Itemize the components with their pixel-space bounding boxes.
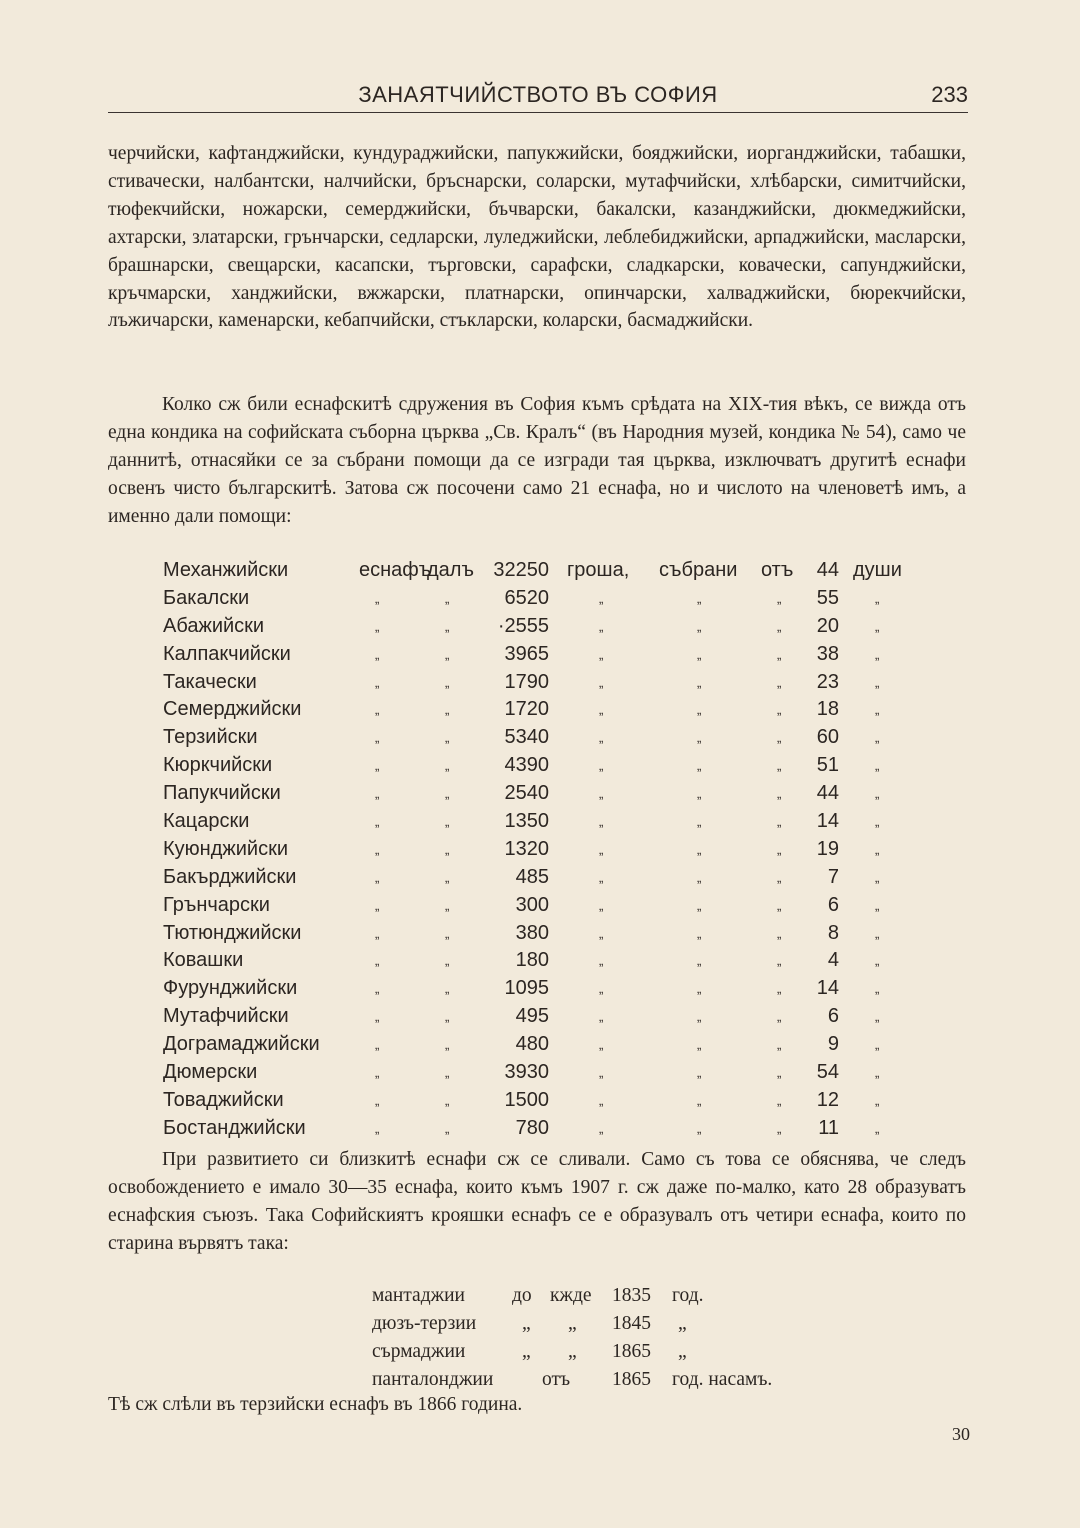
table-row (163, 557, 923, 585)
ditto-mark: „ (375, 1009, 380, 1025)
paragraph-guild-merging: При развитието си близкитѣ еснафи сж се сливали. Само съ това се обяснява, че следъ освобождението е имало 30—35 еснафа, които къмъ 1907 г. сж даже по-малко, като 28 образуватъ еснафския съюзъ. Така Софийскиятъ крояшки еснафъ се е образувалъ отъ четири еснафа, които по старина вървятъ така: (108, 1149, 966, 1254)
donation-amount: 1500 (504, 1088, 549, 1111)
donation-amount: 2540 (504, 782, 549, 805)
page-number: 233 (931, 82, 968, 107)
ditto-mark: „ (599, 702, 604, 718)
member-count: 20 (816, 614, 839, 637)
member-count: 19 (816, 837, 839, 860)
donation-amount: 5340 (504, 726, 549, 749)
table-row (163, 892, 923, 920)
member-count: 9 (827, 1033, 839, 1056)
ditto-mark: „ (777, 1009, 782, 1025)
running-header (108, 82, 968, 113)
ditto-mark: „ (777, 1092, 782, 1108)
ditto-mark: „ (697, 758, 702, 774)
ditto-mark: „ (777, 1065, 782, 1081)
ditto-mark: „ (375, 674, 380, 690)
guild-name: Куюнджийски (163, 837, 289, 860)
member-count: 4 (827, 949, 839, 972)
ditto-mark: „ (777, 925, 782, 941)
ditto-mark: „ (599, 841, 604, 857)
guild-name: Семерджийски (163, 698, 302, 721)
ditto-mark: „ (875, 1009, 880, 1025)
table-row (163, 696, 923, 724)
ditto-mark: „ (445, 1065, 450, 1081)
ditto-mark: „ (599, 1065, 604, 1081)
table-row (163, 1115, 923, 1143)
donation-amount: 32250 (493, 559, 549, 581)
ditto-mark: „ (375, 618, 380, 634)
ditto-mark: „ (568, 1340, 577, 1362)
ditto-mark: „ (777, 590, 782, 606)
ditto-mark: „ (697, 646, 702, 662)
guild-name: Дюмерски (163, 1061, 258, 1084)
ditto-mark: „ (599, 758, 604, 774)
guild-name: Грънчарски (163, 893, 270, 916)
ditto-mark: „ (697, 841, 702, 857)
ditto-mark: „ (777, 786, 782, 802)
ditto-mark: „ (777, 730, 782, 746)
ditto-mark: „ (445, 1120, 450, 1136)
ditto-mark: „ (678, 1340, 687, 1362)
word-from: отъ (542, 1368, 571, 1390)
ditto-mark: „ (599, 1120, 604, 1136)
guild-name: Тютюнджийски (163, 921, 302, 944)
word-when: кжде (550, 1285, 592, 1306)
table-row (163, 613, 923, 641)
year-suffix: год. насамъ. (672, 1368, 773, 1390)
ditto-mark: „ (697, 981, 702, 997)
donation-amount: ·2555 (497, 614, 549, 637)
ditto-mark: „ (697, 590, 702, 606)
list-item (372, 1366, 832, 1394)
ditto-mark: „ (375, 841, 380, 857)
year-suffix: год. (672, 1285, 704, 1306)
word-collected: събрани (659, 559, 738, 581)
ditto-mark: „ (777, 646, 782, 662)
ditto-mark: „ (777, 897, 782, 913)
member-count: 23 (816, 670, 839, 693)
guild-name: Кацарски (163, 810, 250, 833)
ditto-mark: „ (875, 1120, 880, 1136)
ditto-mark: „ (697, 814, 702, 830)
donation-amount: 300 (515, 893, 549, 916)
ditto-mark: „ (522, 1340, 531, 1362)
ditto-mark: „ (777, 702, 782, 718)
member-count: 38 (816, 642, 839, 665)
ditto-mark: „ (697, 897, 702, 913)
table-row (163, 780, 923, 808)
table-body (163, 585, 923, 1143)
signature-number: 30 (952, 1424, 970, 1444)
guild-name: Механжийски (163, 559, 289, 581)
guild-year: 1835 (612, 1285, 651, 1306)
table-row (163, 641, 923, 669)
ditto-mark: „ (875, 1065, 880, 1081)
donation-amount: 1350 (504, 810, 549, 833)
ditto-mark: „ (697, 786, 702, 802)
guild-name: сърмаджии (372, 1340, 466, 1362)
ditto-mark: „ (697, 925, 702, 941)
ditto-mark: „ (445, 1009, 450, 1025)
guild-year: 1865 (612, 1368, 651, 1390)
member-count: 55 (816, 586, 839, 609)
ditto-mark: „ (522, 1312, 531, 1334)
donation-amount: 1320 (504, 837, 549, 860)
ditto-mark: „ (875, 953, 880, 969)
guild-year: 1865 (612, 1340, 651, 1362)
paragraph-conclusion: Тѣ сж слѣли въ терзийски еснафъ въ 1866 година. (108, 1394, 523, 1415)
ditto-mark: „ (875, 786, 880, 802)
ditto-mark: „ (375, 1092, 380, 1108)
ditto-mark: „ (875, 981, 880, 997)
paragraph-guild-names: черчийски, кафтанджийски, кундураджийски, папукжийски, бояджийски, иорганджийски, табашки, стивачески, налбантски, налчийски, бръснарски, соларски, мутафчийски, хлѣбарски, симитчийски, тюфекчийски, ножарски, семерджийски, бъчварски, бакалски, казанджийски, дюкмеджийски, ахтарски, златарски, грънчарски, седларски, луледжийски, леблебиджийски, арпаджийски, масларски, брашнарски, свещарски, касапски, търговски, сарафски, сладкарски, ковачески, сапунджийски, кръчмарски, ханджийски, вжжарски, платнарски, опинчарски, халваджийски, бюрекчийски, лъжичарски, каменарски, кебапчийски, стъкларски, коларски, басмаджийски. (108, 143, 966, 332)
ditto-mark: „ (875, 618, 880, 634)
ditto-mark: „ (875, 646, 880, 662)
ditto-mark: „ (599, 897, 604, 913)
header-title: ЗАНАЯТЧИЙСТВОТО ВЪ СОФИЯ (358, 82, 718, 107)
ditto-mark: „ (777, 814, 782, 830)
donation-amount: 780 (515, 1116, 549, 1139)
ditto-mark: „ (599, 1092, 604, 1108)
ditto-mark: „ (375, 814, 380, 830)
ditto-mark: „ (599, 618, 604, 634)
member-count: 54 (816, 1061, 839, 1084)
ditto-mark: „ (697, 674, 702, 690)
ditto-mark: „ (875, 590, 880, 606)
member-count: 18 (816, 698, 839, 721)
ditto-mark: „ (875, 841, 880, 857)
ditto-mark: „ (375, 1037, 380, 1053)
table-row (163, 836, 923, 864)
ditto-mark: „ (875, 897, 880, 913)
guild-name: Бакалски (163, 586, 250, 609)
ditto-mark: „ (599, 786, 604, 802)
table-row (163, 1003, 923, 1031)
member-count: 44 (816, 782, 839, 805)
donation-amount: 380 (515, 921, 549, 944)
ditto-mark: „ (445, 1092, 450, 1108)
list-item (372, 1338, 832, 1366)
ditto-mark: „ (875, 814, 880, 830)
table-row (163, 724, 923, 752)
ditto-mark: „ (777, 869, 782, 885)
guild-name: Бакърджийски (163, 865, 297, 888)
ditto-mark: „ (697, 1120, 702, 1136)
ditto-mark: „ (375, 981, 380, 997)
table-row (163, 752, 923, 780)
member-count: 6 (827, 893, 839, 916)
ditto-mark: „ (375, 925, 380, 941)
ditto-mark: „ (697, 953, 702, 969)
ditto-mark: „ (599, 1037, 604, 1053)
donation-amount: 1790 (504, 670, 549, 693)
word-grosha: гроша, (567, 559, 630, 581)
ditto-mark: „ (697, 869, 702, 885)
ditto-mark: „ (445, 897, 450, 913)
ditto-mark: „ (375, 646, 380, 662)
ditto-mark: „ (875, 1037, 880, 1053)
guild-name: панталонджии (372, 1368, 494, 1390)
ditto-mark: „ (445, 730, 450, 746)
ditto-mark: „ (875, 730, 880, 746)
ditto-mark: „ (697, 1092, 702, 1108)
ditto-mark: „ (875, 758, 880, 774)
ditto-mark: „ (697, 1009, 702, 1025)
guild-name: Терзийски (163, 726, 258, 749)
member-count: 8 (827, 921, 839, 944)
donation-amount: 1095 (504, 977, 549, 1000)
ditto-mark: „ (445, 1037, 450, 1053)
ditto-mark: „ (445, 814, 450, 830)
member-count: 14 (816, 977, 839, 1000)
ditto-mark: „ (375, 953, 380, 969)
list-item (372, 1282, 832, 1310)
member-count: 44 (816, 559, 839, 581)
guild-name: Бостанджийски (163, 1116, 306, 1139)
table-row (163, 1031, 923, 1059)
guild-name: дюзъ-терзии (372, 1312, 477, 1334)
ditto-mark: „ (568, 1312, 577, 1334)
donation-amount: 480 (515, 1033, 549, 1056)
ditto-mark: „ (445, 758, 450, 774)
donation-amount: 495 (515, 1005, 549, 1028)
ditto-mark: „ (875, 674, 880, 690)
member-count: 11 (818, 1116, 839, 1139)
ditto-mark: „ (678, 1312, 687, 1334)
table-row (163, 585, 923, 613)
ditto-mark: „ (697, 1037, 702, 1053)
ditto-mark: „ (599, 674, 604, 690)
ditto-mark: „ (777, 841, 782, 857)
ditto-mark: „ (777, 1120, 782, 1136)
guild-name: Абажийски (163, 614, 265, 637)
donation-amount: 3965 (504, 642, 549, 665)
ditto-mark: „ (375, 897, 380, 913)
guild-name: Дограмаджийски (163, 1033, 320, 1056)
ditto-mark: „ (777, 1037, 782, 1053)
ditto-mark: „ (697, 702, 702, 718)
ditto-mark: „ (599, 869, 604, 885)
ditto-mark: „ (375, 730, 380, 746)
table-row (163, 1087, 923, 1115)
ditto-mark: „ (777, 953, 782, 969)
member-count: 6 (827, 1005, 839, 1028)
ditto-mark: „ (875, 702, 880, 718)
donation-amount: 485 (515, 865, 549, 888)
member-count: 14 (816, 810, 839, 833)
ditto-mark: „ (875, 1092, 880, 1108)
table-row (163, 975, 923, 1003)
donation-amount: 3930 (504, 1061, 549, 1084)
ditto-mark: „ (777, 618, 782, 634)
word-from: отъ (761, 559, 794, 581)
ditto-mark: „ (445, 674, 450, 690)
member-count: 60 (816, 726, 839, 749)
ditto-mark: „ (777, 674, 782, 690)
guild-name: Товаджийски (163, 1088, 284, 1111)
table-row (163, 864, 923, 892)
ditto-mark: „ (599, 953, 604, 969)
table-row (163, 947, 923, 975)
guild-year: 1845 (612, 1312, 651, 1334)
guild-name: Калпакчийски (163, 642, 291, 665)
guild-name: мантаджии (372, 1285, 465, 1306)
ditto-mark: „ (375, 702, 380, 718)
ditto-mark: „ (445, 786, 450, 802)
ditto-mark: „ (599, 1009, 604, 1025)
member-count: 51 (816, 754, 839, 777)
ditto-mark: „ (777, 758, 782, 774)
donation-amount: 1720 (504, 698, 549, 721)
paragraph-kondika-intro: Колко сж били еснафскитѣ сдружения въ София къмъ срѣдата на XIX-тия вѣкъ, се вижда отъ една кондика на софийската съборна църква „Св. Кралъ“ (въ Народния музей, кондика № 54), само че даннитѣ, отнасяйки се за събрани помощи да се изгради тая църква, изключватъ другитѣ еснафи освенъ чисто българскитѣ. Затова сж посочени само 21 еснафа, но и числото на членоветѣ имъ, а именно дали помощи: (108, 394, 966, 527)
ditto-mark: „ (599, 590, 604, 606)
ditto-mark: „ (445, 646, 450, 662)
guild-name: Ковашки (163, 949, 244, 972)
guild-name: Папукчийски (163, 782, 281, 805)
ditto-mark: „ (375, 758, 380, 774)
word-gave: далъ (427, 559, 474, 581)
ditto-mark: „ (375, 869, 380, 885)
ditto-mark: „ (875, 869, 880, 885)
ditto-mark: „ (445, 618, 450, 634)
ditto-mark: „ (599, 981, 604, 997)
list-item (372, 1310, 832, 1338)
ditto-mark: „ (445, 981, 450, 997)
donation-amount: 4390 (504, 754, 549, 777)
tailor-guild-list (372, 1282, 832, 1394)
ditto-mark: „ (375, 1120, 380, 1136)
guild-name: Мутафчийски (163, 1005, 289, 1028)
ditto-mark: „ (875, 925, 880, 941)
ditto-mark: „ (445, 869, 450, 885)
ditto-mark: „ (599, 646, 604, 662)
ditto-mark: „ (777, 981, 782, 997)
ditto-mark: „ (697, 618, 702, 634)
table-row (163, 1059, 923, 1087)
word-until: до (512, 1285, 532, 1306)
ditto-mark: „ (445, 590, 450, 606)
ditto-mark: „ (599, 925, 604, 941)
table-row (163, 920, 923, 948)
ditto-mark: „ (375, 590, 380, 606)
donation-amount: 180 (515, 949, 549, 972)
table-row (163, 669, 923, 697)
ditto-mark: „ (445, 953, 450, 969)
member-count: 7 (827, 865, 839, 888)
ditto-mark: „ (375, 1065, 380, 1081)
ditto-mark: „ (445, 925, 450, 941)
ditto-mark: „ (599, 730, 604, 746)
word-guild: еснафъ (359, 559, 432, 581)
guild-donations-table (163, 557, 923, 1143)
ditto-mark: „ (445, 702, 450, 718)
guild-name: Такачески (163, 670, 257, 693)
donation-amount: 6520 (504, 586, 549, 609)
ditto-mark: „ (445, 841, 450, 857)
guild-name: Кюркчийски (163, 754, 273, 777)
ditto-mark: „ (697, 730, 702, 746)
ditto-mark: „ (697, 1065, 702, 1081)
table-row (163, 808, 923, 836)
member-count: 12 (816, 1088, 839, 1111)
word-souls: души (853, 559, 902, 581)
ditto-mark: „ (375, 786, 380, 802)
ditto-mark: „ (599, 814, 604, 830)
guild-name: Фурунджийски (163, 977, 298, 1000)
